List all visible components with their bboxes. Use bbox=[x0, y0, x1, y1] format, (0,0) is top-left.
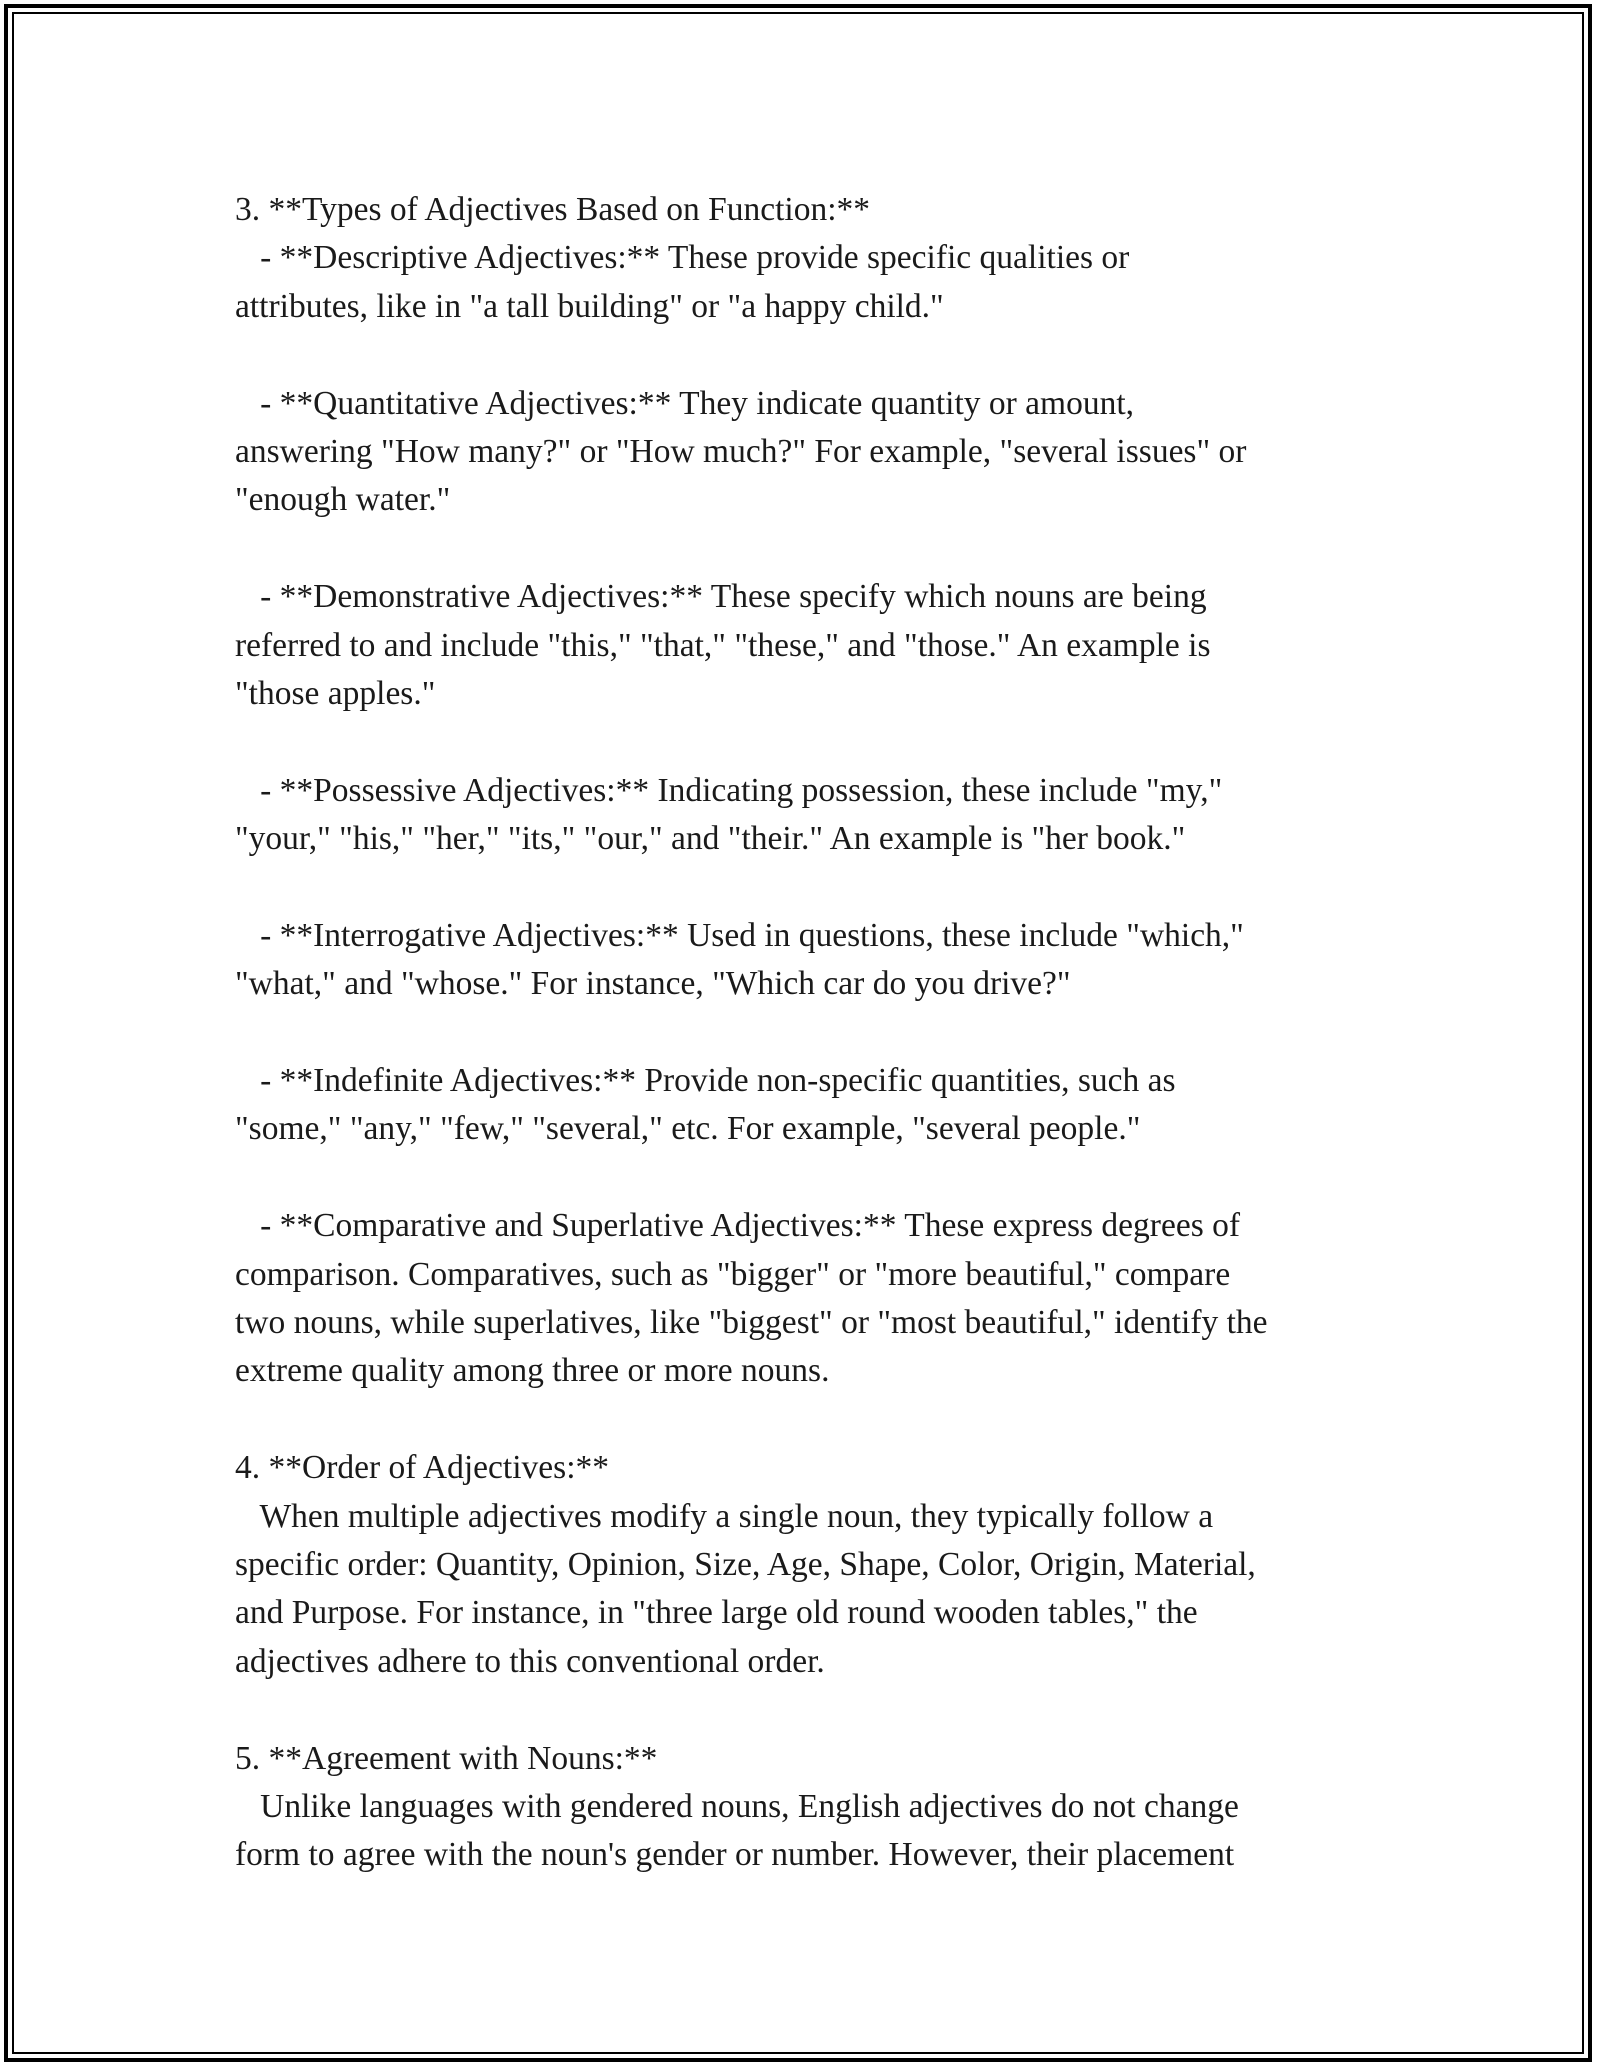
text-line: Unlike languages with gendered nouns, English adjectives do not change bbox=[235, 1787, 1239, 1825]
blank-line bbox=[235, 1009, 1415, 1057]
text-line: - **Descriptive Adjectives:** These provide specific qualities or bbox=[235, 239, 1130, 277]
text-line: comparison. Comparatives, such as "bigger" or "more beautiful," compare bbox=[235, 1255, 1231, 1293]
text-line: attributes, like in "a tall building" or "a happy child." bbox=[235, 287, 944, 325]
text-line: answering "How many?" or "How much?" For example, "several issues" or bbox=[235, 432, 1247, 470]
text-line: - **Quantitative Adjectives:** They indicate quantity or amount, bbox=[235, 384, 1135, 422]
text-line: extreme quality among three or more nouns. bbox=[235, 1352, 830, 1390]
blank-line bbox=[235, 331, 1415, 379]
text-line: "some," "any," "few," "several," etc. For example, "several people." bbox=[235, 1110, 1141, 1148]
text-line: "those apples." bbox=[235, 674, 436, 712]
text-line: "what," and "whose." For instance, "Which car do you drive?" bbox=[235, 965, 1071, 1003]
text-line: 3. **Types of Adjectives Based on Function:** bbox=[235, 191, 871, 228]
text-line: two nouns, while superlatives, like "biggest" or "most beautiful," identify the bbox=[235, 1303, 1268, 1341]
text-line: 5. **Agreement with Nouns:** bbox=[235, 1739, 658, 1777]
blank-line bbox=[235, 718, 1415, 766]
text-line: - **Indefinite Adjectives:** Provide non-specific quantities, such as bbox=[235, 1062, 1176, 1100]
text-line: "enough water." bbox=[235, 481, 451, 519]
text-line: "your," "his," "her," "its," "our," and "their." An example is "her book." bbox=[235, 820, 1186, 858]
text-line: - **Possessive Adjectives:** Indicating possession, these include "my," bbox=[235, 771, 1223, 809]
blank-line bbox=[235, 1154, 1415, 1202]
text-line: form to agree with the noun's gender or number. However, their placement bbox=[235, 1836, 1235, 1874]
text-line: - **Interrogative Adjectives:** Used in questions, these include "which," bbox=[235, 916, 1244, 954]
text-line: - **Demonstrative Adjectives:** These specify which nouns are being bbox=[235, 578, 1207, 616]
text-line: specific order: Quantity, Opinion, Size, Age, Shape, Color, Origin, Material, bbox=[235, 1545, 1256, 1583]
text-line: adjectives adhere to this conventional order. bbox=[235, 1642, 825, 1680]
text-line: When multiple adjectives modify a single noun, they typically follow a bbox=[235, 1497, 1214, 1535]
text-line: and Purpose. For instance, in "three large old round wooden tables," the bbox=[235, 1594, 1198, 1632]
blank-line bbox=[235, 863, 1415, 911]
blank-line bbox=[235, 1396, 1415, 1444]
blank-line bbox=[235, 525, 1415, 573]
document-body bbox=[235, 186, 1415, 1880]
blank-line bbox=[235, 1686, 1415, 1734]
text-line: referred to and include "this," "that," "these," and "those." An example is bbox=[235, 626, 1211, 664]
text-line: - **Comparative and Superlative Adjectives:** These express degrees of bbox=[235, 1207, 1241, 1245]
text-line: 4. **Order of Adjectives:** bbox=[235, 1449, 609, 1487]
